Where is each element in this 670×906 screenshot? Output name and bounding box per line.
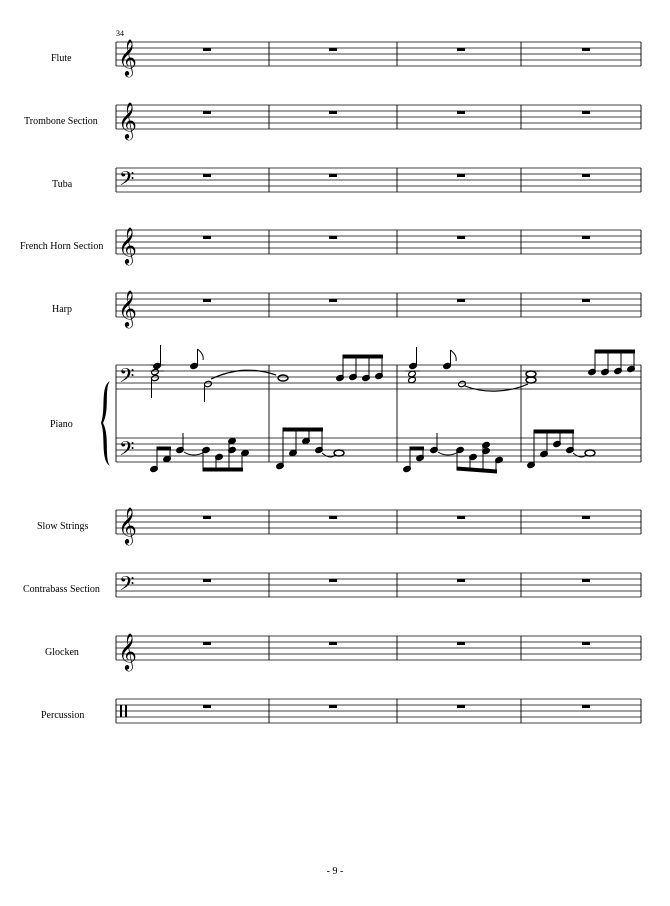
whole-rest: [329, 705, 337, 708]
tie: [211, 370, 276, 379]
note: [409, 362, 418, 369]
staff-label-glocken: Glocken: [45, 647, 79, 658]
staff-label-piano: Piano: [50, 419, 73, 430]
whole-rest: [203, 111, 211, 114]
staff-tuba: [116, 168, 641, 192]
whole-rest: [203, 516, 211, 519]
whole-rest: [582, 48, 590, 51]
staff-label-trombone: Trombone Section: [24, 116, 98, 127]
whole-rest: [203, 642, 211, 645]
note: [443, 362, 452, 369]
piano-brace: [101, 381, 110, 466]
whole-rest: [457, 111, 465, 114]
bass-clef-icon: 𝄢: [119, 364, 135, 392]
beam: [457, 467, 497, 473]
staff-label-horn: French Horn Section: [20, 241, 104, 252]
whole-rest: [582, 705, 590, 708]
staff-label-strings: Slow Strings: [37, 521, 89, 532]
note: [526, 371, 536, 377]
tie: [465, 384, 528, 391]
staff-horn: [116, 230, 641, 254]
staff-label-percussion: Percussion: [41, 710, 85, 721]
note: [151, 368, 160, 375]
note: [151, 374, 160, 381]
whole-rest: [582, 579, 590, 582]
whole-rest: [203, 48, 211, 51]
beam: [343, 355, 383, 358]
whole-rest: [203, 579, 211, 582]
note: [334, 450, 344, 456]
treble-clef-icon: 𝄞: [118, 38, 137, 76]
whole-rest: [457, 705, 465, 708]
whole-rest: [582, 236, 590, 239]
whole-rest: [457, 299, 465, 302]
staff-glocken: [116, 636, 641, 660]
piano-notation: [101, 345, 635, 473]
whole-rest: [329, 236, 337, 239]
tie: [573, 453, 586, 457]
whole-rest: [329, 299, 337, 302]
flag: [198, 349, 204, 360]
note: [204, 380, 213, 387]
whole-rest: [457, 642, 465, 645]
note: [408, 376, 417, 383]
treble-clef-icon: 𝄞: [118, 632, 137, 670]
whole-rest: [582, 111, 590, 114]
whole-rest: [457, 516, 465, 519]
note: [408, 370, 417, 377]
whole-rest: [203, 174, 211, 177]
piano-lower-staff: [116, 438, 641, 462]
bass-clef-icon: 𝄢: [119, 167, 135, 195]
bass-clef-icon: 𝄢: [119, 437, 135, 465]
staff-flute: [116, 42, 641, 66]
tie: [322, 453, 335, 457]
treble-clef-icon: 𝄞: [118, 506, 137, 544]
beam: [203, 468, 243, 471]
staff-label-contrabass: Contrabass Section: [23, 584, 100, 595]
staff-percussion: [116, 699, 641, 723]
whole-rest: [329, 642, 337, 645]
whole-rest: [457, 579, 465, 582]
whole-rest: [329, 111, 337, 114]
staff-harp: [116, 293, 641, 317]
staff-strings: [116, 510, 641, 534]
whole-rest: [203, 705, 211, 708]
note: [278, 375, 288, 381]
whole-rest: [329, 174, 337, 177]
note: [153, 362, 162, 369]
treble-clef-icon: 𝄞: [118, 289, 137, 327]
note: [190, 362, 199, 369]
whole-rest: [329, 516, 337, 519]
whole-rest: [329, 48, 337, 51]
staff-label-flute: Flute: [51, 53, 72, 64]
whole-rest: [457, 48, 465, 51]
bass-clef-icon: 𝄢: [119, 572, 135, 600]
treble-clef-icon: 𝄞: [118, 226, 137, 264]
beam: [410, 447, 424, 450]
whole-rest: [582, 642, 590, 645]
whole-rest: [203, 236, 211, 239]
whole-rest: [582, 299, 590, 302]
whole-rest: [457, 174, 465, 177]
whole-rest: [582, 174, 590, 177]
note: [526, 377, 536, 383]
whole-rest: [582, 516, 590, 519]
tie: [184, 452, 204, 455]
page-number: - 9 -: [326, 866, 344, 877]
measure-number: 34: [116, 29, 124, 38]
note: [585, 450, 595, 456]
treble-clef-icon: 𝄞: [118, 101, 137, 139]
beam: [595, 350, 635, 353]
staff-trombone: [116, 105, 641, 129]
beam: [157, 447, 171, 450]
flag: [451, 350, 457, 361]
staff-label-harp: Harp: [52, 304, 72, 315]
whole-rest: [203, 299, 211, 302]
staff-label-tuba: Tuba: [52, 179, 73, 190]
beam: [283, 428, 323, 431]
whole-rest: [457, 236, 465, 239]
beam: [534, 430, 574, 433]
whole-rest: [329, 579, 337, 582]
tie: [438, 452, 458, 455]
staff-contrabass: [116, 573, 641, 597]
staff-layer: [116, 38, 641, 723]
